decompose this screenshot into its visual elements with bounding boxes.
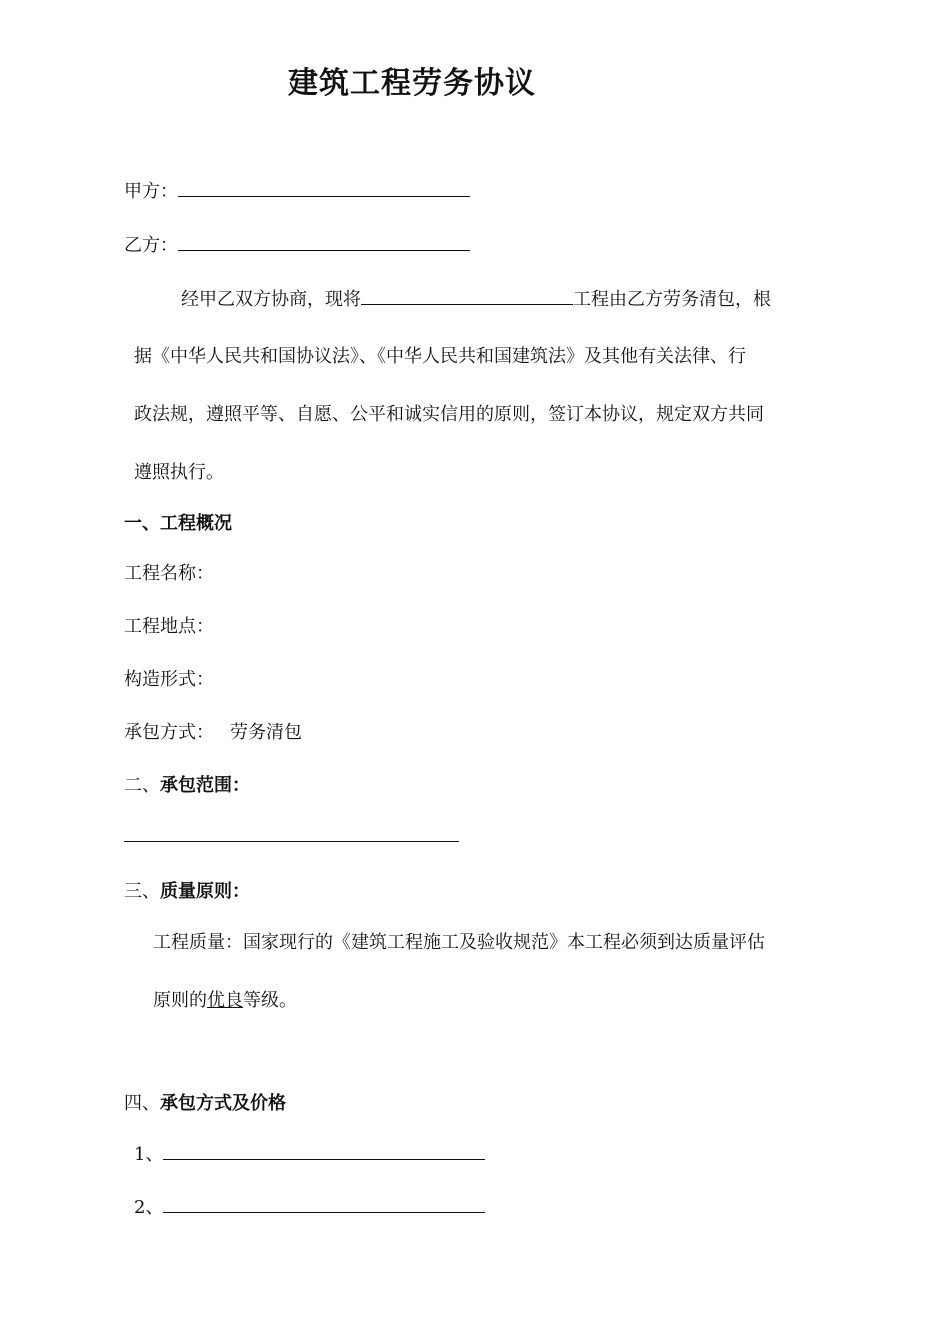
party-b-label: 乙方：: [124, 235, 178, 256]
section-1-heading: 一、工程概况: [124, 513, 232, 534]
section-2-heading: [124, 771, 250, 797]
document-title: 建筑工程劳务协议: [288, 66, 536, 101]
project-name-blank: [361, 286, 573, 305]
price-item-2: [134, 1193, 485, 1219]
section-4-heading: [124, 1089, 286, 1115]
section-3-prefix: 三、: [124, 881, 160, 902]
intro-line-1-prefix: 经甲乙双方协商，现将: [181, 289, 361, 310]
section-2-title: 承包范围：: [160, 775, 250, 796]
price-item-1-number: 1、: [134, 1144, 164, 1165]
contract-method-label: 承包方式：: [124, 722, 214, 743]
quality-line-2-suffix: 等级。: [243, 990, 297, 1011]
quality-line-1: 工程质量：国家现行的《建筑工程施工及验收规范》本工程必须到达质量评估: [153, 932, 765, 953]
price-item-1: [134, 1140, 485, 1166]
quality-line-2: [153, 986, 297, 1012]
intro-line-1: [181, 285, 771, 311]
party-a-line: [124, 177, 470, 203]
quality-line-2-prefix: 原则的: [153, 990, 207, 1011]
party-a-blank: [178, 178, 470, 197]
contract-method-line: [124, 718, 302, 744]
price-item-2-number: 2、: [134, 1197, 164, 1218]
section-4-prefix: 四、: [124, 1093, 160, 1114]
section-2-prefix: 二、: [124, 775, 160, 796]
intro-line-4: 遵照执行。: [134, 462, 224, 483]
intro-line-1-suffix: 工程由乙方劳务清包，根: [573, 289, 771, 310]
section-3-heading: [124, 877, 250, 903]
party-b-blank: [178, 232, 470, 251]
price-item-2-blank: [163, 1194, 485, 1213]
price-item-1-blank: [163, 1141, 485, 1160]
project-location-label: 工程地点：: [124, 616, 214, 637]
section-3-title: 质量原则：: [160, 881, 250, 902]
scope-blank: [124, 841, 459, 842]
party-b-line: [124, 231, 470, 257]
project-name-label: 工程名称：: [124, 563, 214, 584]
structure-label: 构造形式：: [124, 669, 214, 690]
intro-line-2: 据《中华人民共和国协议法》、《中华人民共和国建筑法》及其他有关法律、行: [134, 346, 746, 367]
party-a-label: 甲方：: [124, 181, 178, 202]
contract-method-value: 劳务清包: [230, 722, 302, 743]
intro-line-3: 政法规，遵照平等、自愿、公平和诚实信用的原则，签订本协议，规定双方共同: [134, 404, 764, 425]
quality-grade: 优良: [207, 990, 243, 1011]
section-4-title: 承包方式及价格: [160, 1093, 286, 1114]
